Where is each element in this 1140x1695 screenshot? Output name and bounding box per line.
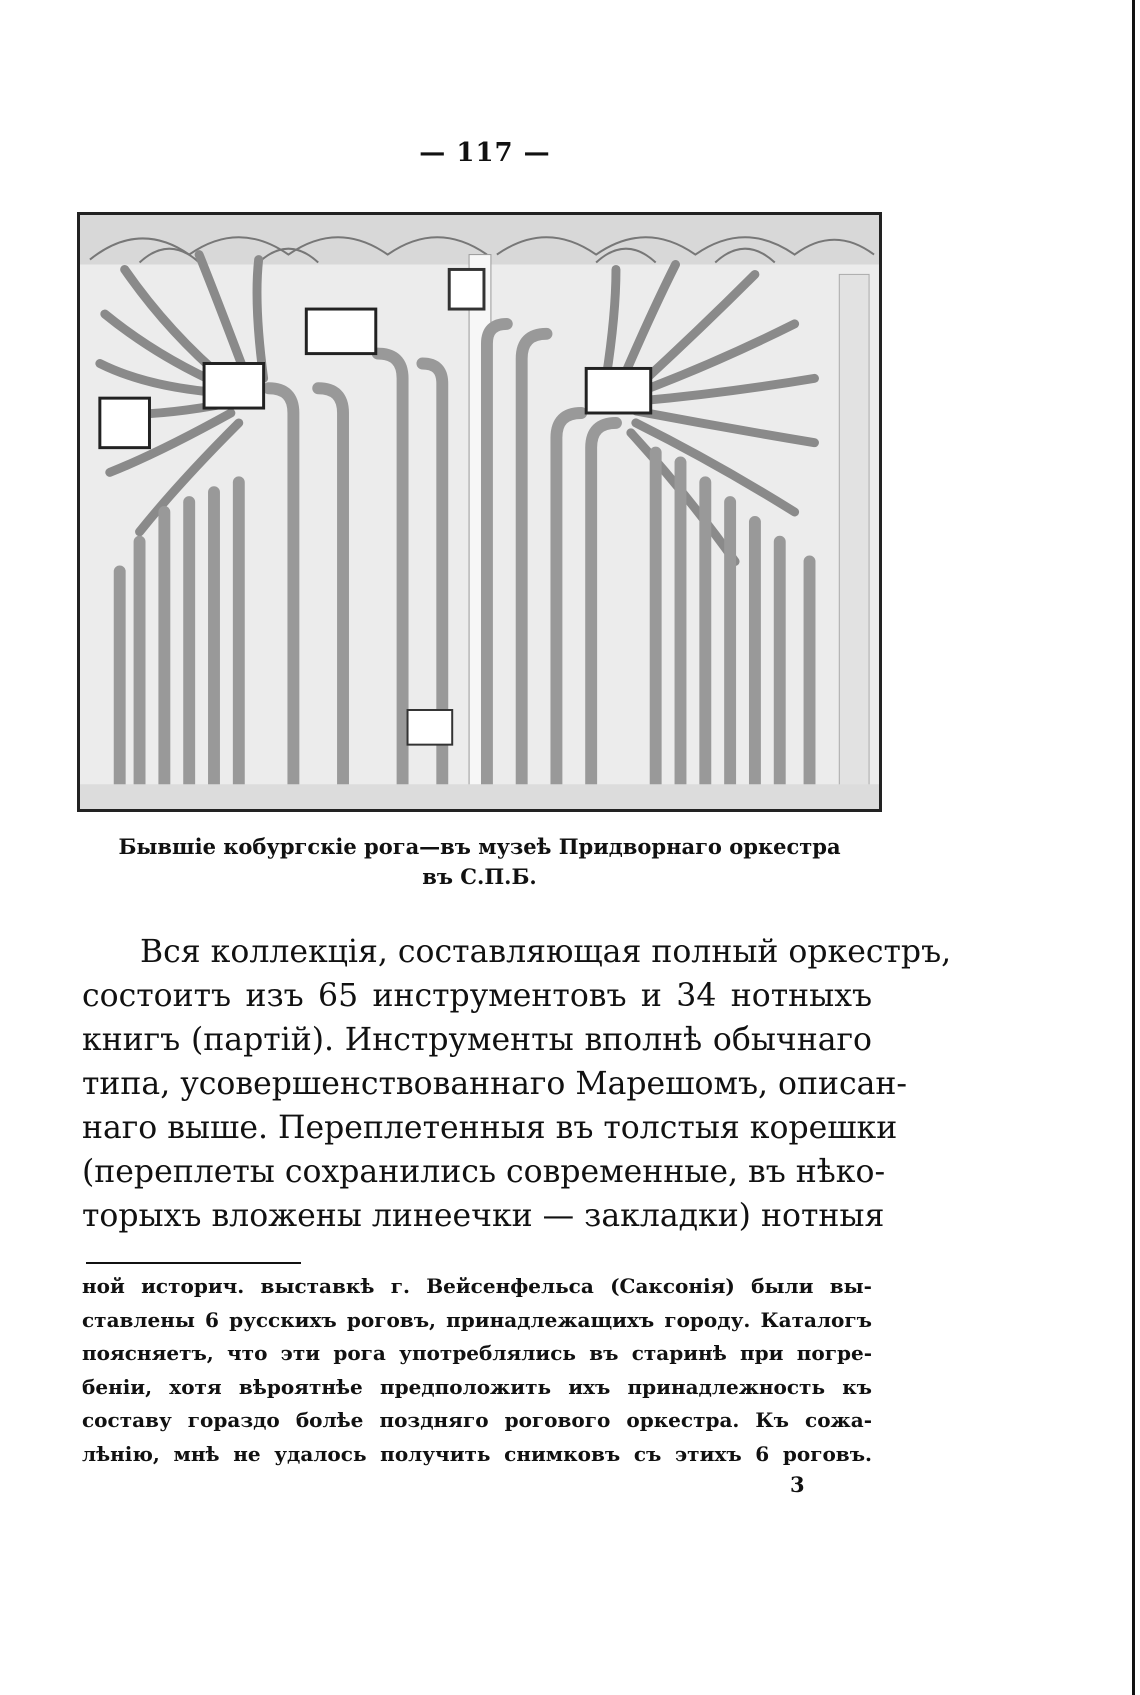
body-line: книгъ (партій). Инструменты вполнѣ обычнаго — [82, 1022, 872, 1058]
footnote-line: ной историч. выставкѣ г. Вейсенфельса (Саксонія) были вы- — [82, 1274, 872, 1298]
footnote-divider — [86, 1262, 301, 1264]
horn-collection-photo — [77, 212, 882, 812]
page-edge-mark — [1132, 0, 1135, 1695]
body-line: (переплеты сохранились современные, въ нѣко- — [82, 1154, 886, 1190]
body-line: Вся коллекція, составляющая полный оркестръ, — [140, 934, 952, 970]
body-paragraph — [82, 930, 952, 1238]
body-line: торыхъ вложены линеечки — закладки) нотныя — [82, 1198, 885, 1234]
signature-mark: 3 — [790, 1472, 805, 1497]
footnote-line: лѣнію, мнѣ не удалось получить снимковъ съ этихъ 6 роговъ. — [82, 1441, 872, 1466]
footnote-line: беніи, хотя вѣроятнѣе предположить ихъ принадлежность къ — [82, 1374, 872, 1399]
horn-collection-illustration — [80, 215, 879, 809]
figure-caption — [77, 832, 882, 892]
footnote-line: составу гораздо болѣе поздняго рогового оркестра. Къ сожа- — [82, 1408, 872, 1432]
footnote-line: поясняетъ, что эти рога употреблялись въ старинѣ при погре- — [82, 1341, 872, 1365]
body-line: наго выше. Переплетенныя въ толстыя корешки — [82, 1110, 898, 1146]
body-line: типа, усовершенствованнаго Марешомъ, описан- — [82, 1066, 908, 1102]
caption-line-1: Бывшіе кобургскіе рога—въ музеѣ Придворнаго оркестра — [118, 834, 841, 859]
caption-line-2: въ С.П.Б. — [422, 864, 537, 889]
footnote — [82, 1270, 872, 1471]
footnote-line: ставлены 6 русскихъ роговъ, принадлежащихъ городу. Каталогъ — [82, 1307, 872, 1332]
body-line: состоитъ изъ 65 инструментовъ и 34 нотныхъ — [82, 978, 872, 1014]
page-number: — 117 — — [419, 138, 551, 168]
